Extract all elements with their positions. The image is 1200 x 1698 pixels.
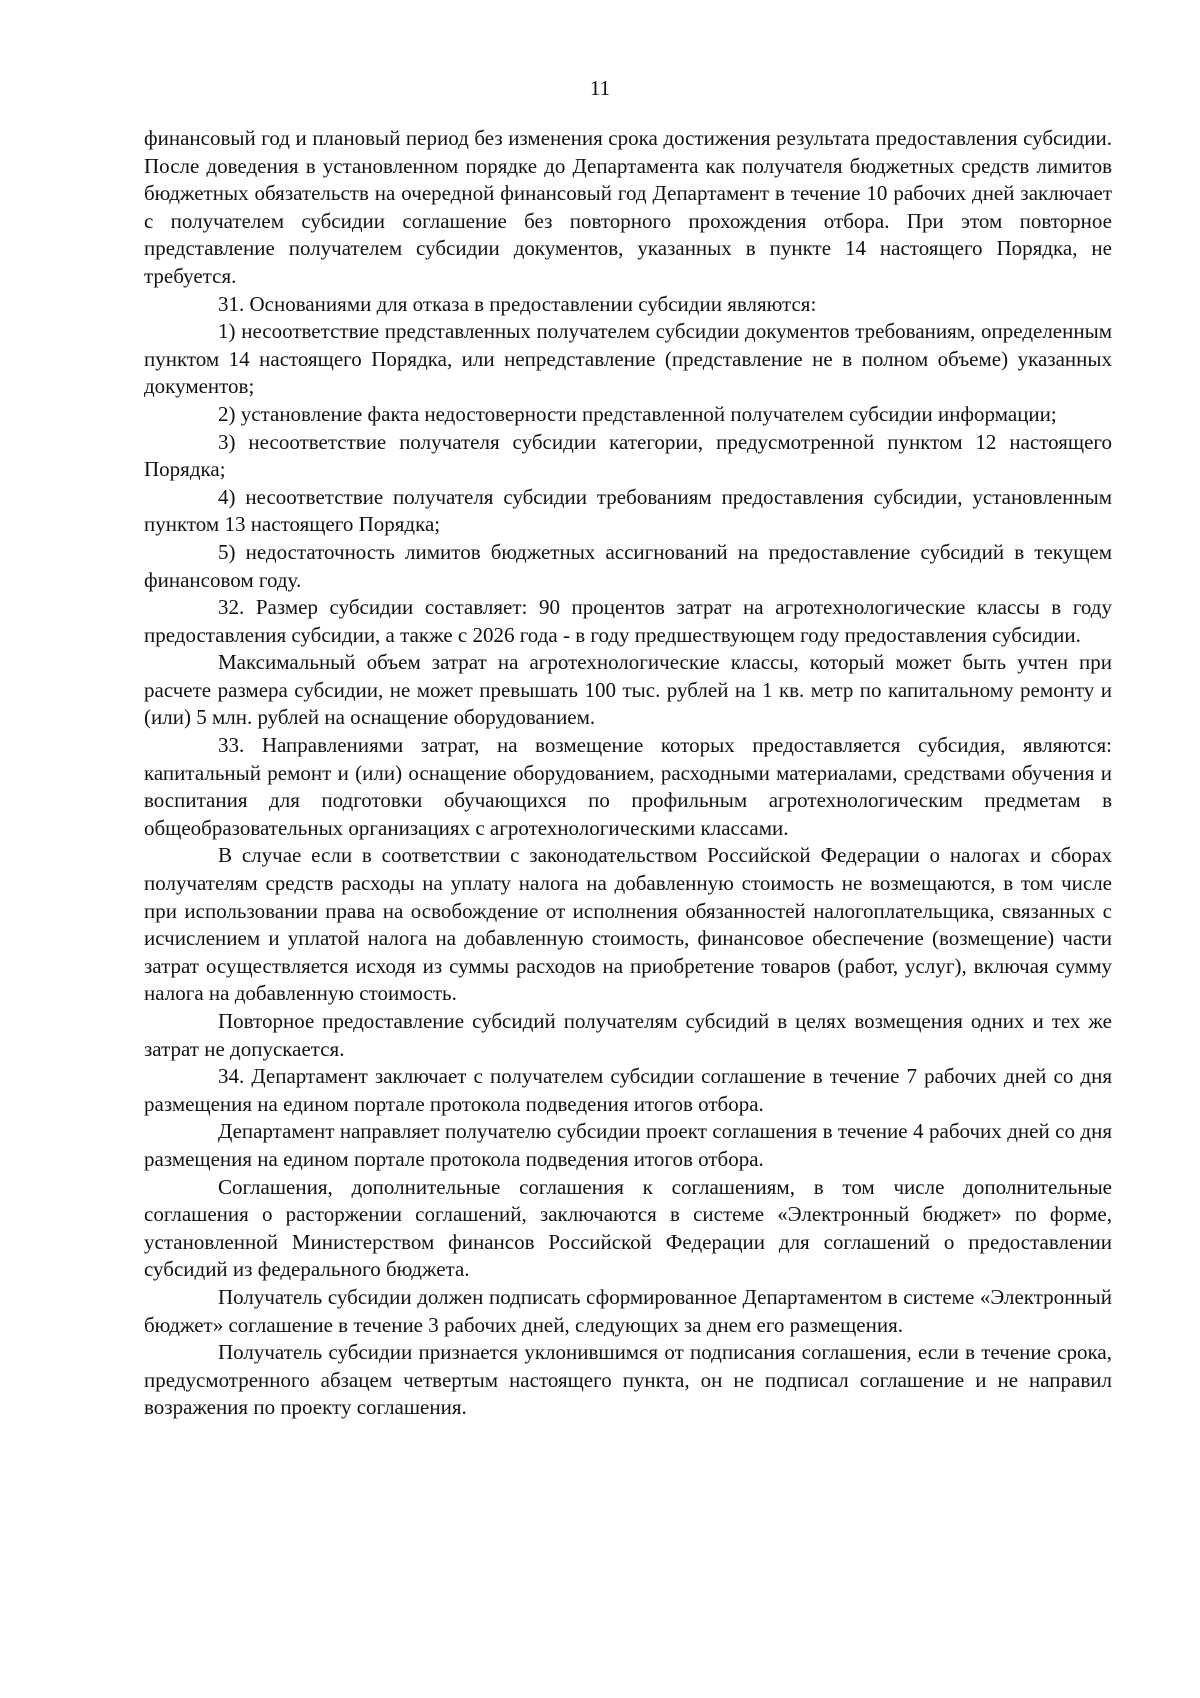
paragraph-continuation: финансовый год и плановый период без изменения срока достижения результата предоставления субсидии. После доведения в установленном порядке до Департамента как получателя бюджетных средств лимитов бюджетных обязательств на очередной финансовый год Департамент в течение 10 рабочих дней заключает с получателем субсидии соглашение без повторного прохождения отбора. При этом повторное представление получателем субсидии документов, указанных в пункте 14 настоящего Порядка, не требуется.	[144, 126, 1112, 288]
paragraph-draft-agreement: Департамент направляет получателю субсидии проект соглашения в течение 4 рабочих дней со дня размещения на едином портале протокола подведения итогов отбора.	[144, 1119, 1112, 1171]
paragraph-vat: В случае если в соответствии с законодательством Российской Федерации о налогах и сборах получателям средств расходы на уплату налога на добавленную стоимость не возмещаются, в том числе при использовании права на освобождение от исполнения обязанностей налогоплательщика, связанных с исчислением и уплатой налога на добавленную стоимость, финансовое обеспечение (возмещение) части затрат осуществляется исходя из суммы расходов на приобретение товаров (работ, услуг), включая сумму налога на добавленную стоимость.	[144, 843, 1112, 1006]
paragraph-agreements-system: Соглашения, дополнительные соглашения к соглашениям, в том числе дополнительные соглашения о расторжении соглашений, заключаются в системе «Электронный бюджет» по форме, установленной Министерством финансов Российской Федерации для соглашений о предоставлении субсидий из федерального бюджета.	[144, 1174, 1112, 1282]
page-number: 11	[589, 76, 611, 100]
paragraph-sign-agreement: Получатель субсидии должен подписать сформированное Департаментом в системе «Электронный бюджет» соглашение в течение 3 рабочих дней, следующих за днем его размещения.	[144, 1284, 1112, 1337]
list-item-1: 1) несоответствие представленных получателем субсидии документов требованиям, определенным пунктом 14 настоящего Порядка, или непредставление (представление не в полном объеме) указанных документов;	[144, 319, 1112, 399]
paragraph-repeat-subsidy: Повторное предоставление субсидий получателям субсидий в целях возмещения одних и тех же затрат не допускается.	[144, 1009, 1112, 1061]
list-item-2: 2) установление факта недостоверности представленной получателем субсидии информации;	[218, 401, 1057, 426]
paragraph-evasion: Получатель субсидии признается уклонившимся от подписания соглашения, если в течение срока, предусмотренного абзацем четвертым настоящего пункта, он не подписал соглашение и не направил возражения по проекту соглашения.	[144, 1340, 1112, 1420]
document-body	[144, 125, 1112, 1422]
paragraph-34: 34. Департамент заключает с получателем субсидии соглашение в течение 7 рабочих дней со дня размещения на едином портале протокола подведения итогов отбора.	[144, 1064, 1112, 1116]
list-item-3: 3) несоответствие получателя субсидии категории, предусмотренной пунктом 12 настоящего Порядка;	[144, 429, 1112, 482]
paragraph-32: 32. Размер субсидии составляет: 90 процентов затрат на агротехнологические классы в году предоставления субсидии, а также с 2026 года - в году предшествующем году предоставления субсидии.	[144, 595, 1112, 647]
paragraph-31: 31. Основаниями для отказа в предоставлении субсидии являются:	[218, 291, 817, 316]
paragraph-33: 33. Направлениями затрат, на возмещение которых предоставляется субсидия, являются: капитальный ремонт и (или) оснащение оборудованием, расходными материалами, средствами обучения и воспитания для подготовки обучающихся по профильным агротехнологическим предметам в общеобразовательных организациях с агротехнологическими классами.	[144, 733, 1112, 840]
list-item-4: 4) несоответствие получателя субсидии требованиям предоставления субсидии, установленным пунктом 13 настоящего Порядка;	[144, 484, 1112, 537]
paragraph-max-cost: Максимальный объем затрат на агротехнологические классы, который может быть учтен при расчете размера субсидии, не может превышать 100 тыс. рублей на 1 кв. метр по капитальному ремонту и (или) 5 млн. рублей на оснащение оборудованием.	[144, 650, 1112, 730]
list-item-5: 5) недостаточность лимитов бюджетных ассигнований на предоставление субсидий в текущем финансовом году.	[144, 539, 1112, 592]
